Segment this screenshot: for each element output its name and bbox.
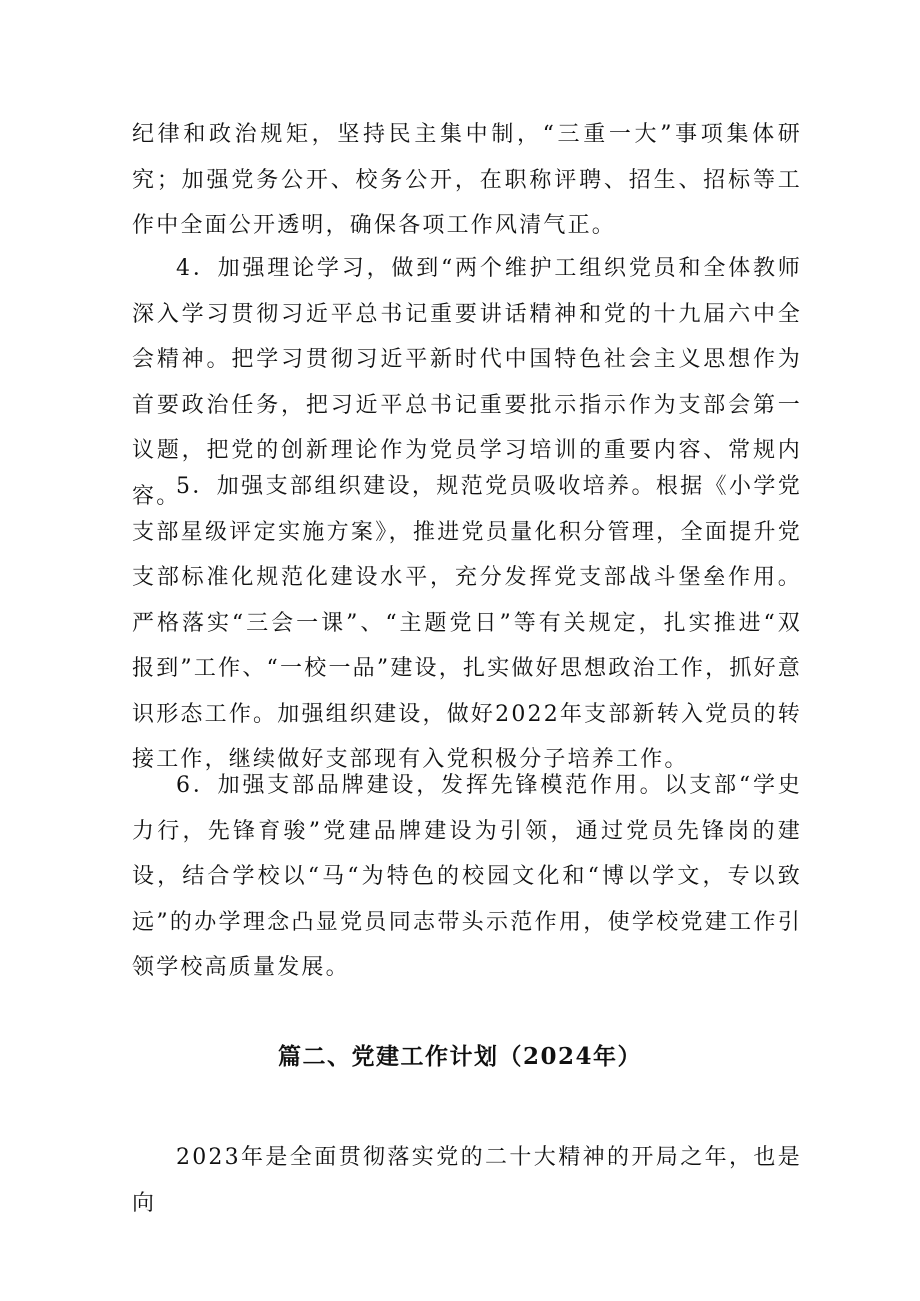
paragraph-theory-study: 4．加强理论学习，做到“两个维护工组织党员和全体教师深入学习贯彻习近平总书记重要讲话精神和党的十九届六中全会精神。把学习贯彻习近平新时代中国特色社会主义思想作为首要政治任务，把习近平总书记重要批示指示作为支部会第一议题，把党的创新理论作为党员学习培训的重要内容、常规内容。 <box>132 256 802 509</box>
paragraph-brand-building: 6．加强支部品牌建设，发挥先锋模范作用。以支部“学史力行，先锋育骏”党建品牌建设为引领，通过党员先锋岗的建设，结合学校以“马“为特色的校园文化和“博以学文，专以致远”的办学理念凸显党员同志带头示范作用，使学校党建工作引领学校高质量发展。 <box>132 773 802 980</box>
paragraph-intro-2023: 2023年是全面贯彻落实党的二十大精神的开局之年，也是向 <box>132 1145 802 1216</box>
paragraph-organization-building: 5．加强支部组织建设，规范党员吸收培养。根据《小学党支部星级评定实施方案》，推进党员量化积分管理，全面提升党支部标准化规范化建设水平，充分发挥党支部战斗堡垒作用。严格落实“三会一课”、“主题党日”等有关规定，扎实推进“双报到”工作、“一校一品”建设，扎实做好思想政治工作，抓好意识形态工作。加强组织建设，做好2022年支部新转入党员的转接工作，继续做好支部现有入党积极分子培养工作。 <box>132 474 802 772</box>
paragraph-discipline: 纪律和政治规矩，坚持民主集中制，“三重一大”事项集体研究；加强党务公开、校务公开，在职称评聘、招生、招标等工作中全面公开透明，确保各项工作风清气正。 <box>132 122 802 238</box>
section-heading: 篇二、党建工作计划（2024年） <box>277 1043 642 1070</box>
